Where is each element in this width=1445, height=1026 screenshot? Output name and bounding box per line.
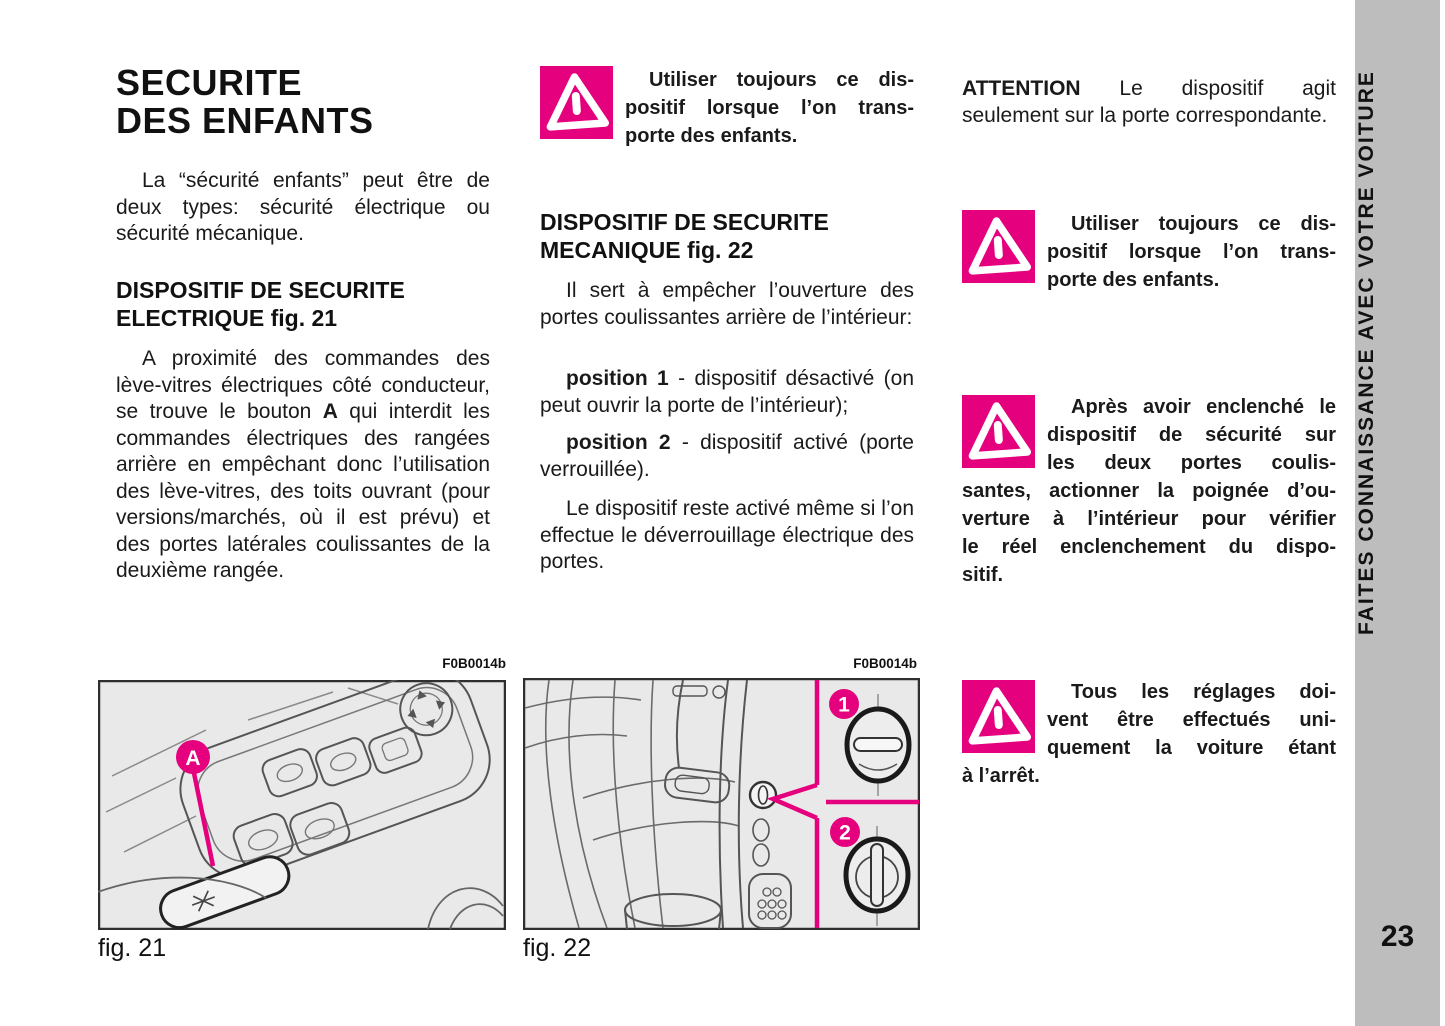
electric-body-paragraph [116,346,490,585]
page-number: 23 [1380,920,1415,953]
warning-block-right-3 [962,678,1336,790]
warning-line: à l’arrêt. [962,765,1040,787]
mechanic-p4: Le dispositif reste activé même si l’on effectue le déverrouillage électrique des portes. [540,497,914,573]
warning-right1-text [1035,210,1336,294]
warning-block-right-1 [962,210,1336,294]
warning-right2-full [962,477,1336,589]
warning-triangle-icon [540,66,613,139]
fig22-code: F0B0014b [853,656,917,671]
warning-line: Utiliser toujours ce dis- [1071,213,1336,235]
fig22-badge-2: 2 [839,821,851,845]
warning-line: dispositif de sécurité sur [1047,424,1336,446]
section-heading-electric: DISPOSITIF DE SECURITE ELECTRIQUE fig. 21 [116,277,405,331]
position1-label: position 1 [566,367,669,390]
warning-line: verture à l’intérieur pour vérifier [962,508,1336,530]
warning-line: vent être effectués uni- [1047,709,1336,731]
electric-body-pre: A proximité des commandes des lève-vitres électriques côté conducteur, se trouve le bouton [116,347,490,423]
warning-line: Tous les réglages doi- [1071,681,1336,703]
fig22-badge-1: 1 [838,693,850,717]
page-title-line2: DES ENFANTS [116,100,374,141]
fig22-caption: fig. 22 [523,934,592,962]
fig21-caption: fig. 21 [98,934,167,962]
position2-label: position 2 [566,431,671,454]
warning-line: porte des enfants. [1047,269,1220,291]
attention-text: Le dispositif agit seulement sur la porte correspondante. [962,77,1336,127]
warning-right3-full [962,762,1336,790]
fig21-illustration [98,680,506,930]
chapter-tab-text: FAITES CONNAISSANCE AVEC VOTRE VOITURE [1355,70,1378,636]
warning-line: sitif. [962,564,1004,586]
section-heading-mechanic: DISPOSITIF DE SECURITE MECANIQUE fig. 22 [540,209,829,263]
position2-text: - dispositif activé (porte verrouillée). [540,431,914,481]
warning-triangle-icon [962,395,1035,468]
svg-text:A: A [185,747,201,770]
warning-middle-text [613,66,914,150]
warning-line: le réel enclenchement du dispo- [962,536,1336,558]
warning-right3-wrap [1047,678,1336,762]
warning-line: porte des enfants. [625,125,798,147]
warning-right2-wrap [1047,393,1336,477]
warning-block-middle [540,66,914,150]
warning-triangle-icon [962,680,1035,753]
warning-line: quement la voiture étant [1047,737,1336,759]
page-title [116,64,488,140]
warning-line: Utiliser toujours ce dis- [649,69,914,91]
warning-line: positif lorsque l’on trans- [1047,241,1336,263]
warning-line: santes, actionner la poignée d’ou- [962,480,1336,502]
position1-text: - dispositif désactivé (on peut ouvrir la porte de l’intérieur); [540,367,914,417]
warning-block-right-2 [962,393,1336,589]
attention-label: ATTENTION [962,77,1081,100]
intro-paragraph: La “sécurité enfants” peut être de deux types: sécurité électrique ou sécurité mécanique. [116,169,490,245]
fig21-code: F0B0014b [442,656,506,671]
warning-line: Après avoir enclenché le [1071,396,1336,418]
page-title-line1: SECURITE [116,62,303,103]
warning-line: les deux portes coulis- [1047,452,1336,474]
warning-line: positif lorsque l’on trans- [625,97,914,119]
warning-triangle-icon [962,210,1035,283]
attention-paragraph [962,76,1336,129]
mechanic-p3 [540,430,914,483]
electric-body-bold-a: A [322,400,338,423]
mechanic-p1: Il sert à empêcher l’ouverture des portes coulissantes arrière de l’intérieur: [540,279,914,329]
electric-body-post: qui interdit les commandes électriques des rangées arrière en empêchant donc l’utilisation des lève-vitres, des toits ouvrant (pour versions/marchés, où il est prévu) et des portes latérales coulissantes de la deuxième rangée. [116,400,490,582]
mechanic-p2 [540,366,914,419]
fig22-illustration [523,678,920,930]
